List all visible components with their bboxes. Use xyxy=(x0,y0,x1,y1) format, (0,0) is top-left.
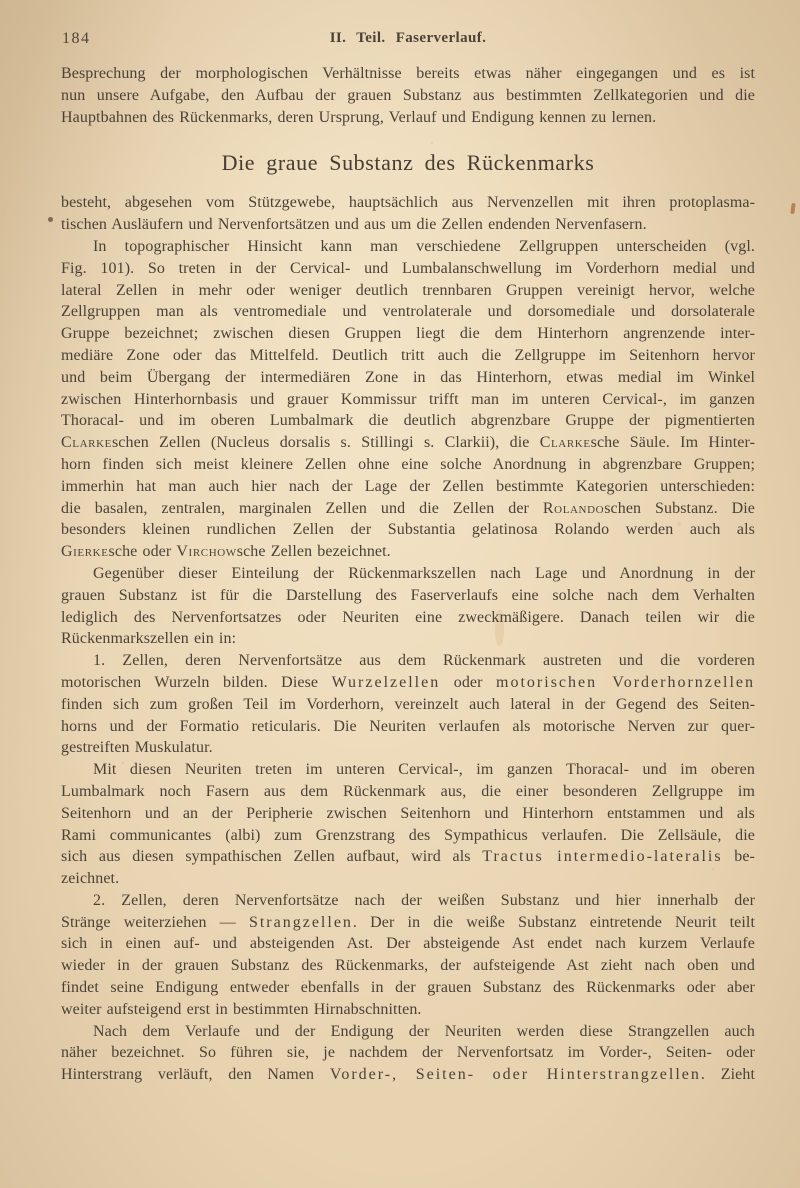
text-line: Zellgruppen man als ventromediale und ventrolaterale und dorsomediale und dorsolaterale xyxy=(61,303,755,321)
text-line: In topographischer Hinsicht kann man verschiedene Zellgruppen unterscheiden (vgl. xyxy=(93,237,755,255)
text-line: nun unsere Aufgabe, den Aufbau der grauen Substanz aus bestimmten Zellkategorien und die xyxy=(61,86,755,104)
running-header: II. Teil. Faserverlauf. xyxy=(329,30,487,46)
text-line: wieder in der grauen Substanz des Rückenmarks, der aufsteigende Ast zieht nach oben und xyxy=(61,957,755,975)
text-line: weiter aufsteigend erst in bestimmten Hirnabschnitten. xyxy=(61,1000,422,1018)
page-header xyxy=(61,30,755,50)
text-line: Thoracal- und im oberen Lumbalmark die deutlich abgrenzbare Gruppe der pigmentierten xyxy=(61,412,755,430)
paragraph-gegenueber xyxy=(61,563,755,650)
text-line: Seitenhorn und an der Peripherie zwischen Seitenhorn und Hinterhorn entstammen und als xyxy=(61,804,755,822)
text-line: Rückenmarkszellen ein in: xyxy=(61,630,237,648)
margin-dot-mark xyxy=(48,217,53,222)
text-line: die basalen, zentralen, marginalen Zellen und die Zellen der Rolandoschen Substanz. Die xyxy=(61,499,755,517)
text-line: Rami communicantes (albi) zum Grenzstrang des Sympathicus verlaufen. Die Zellsäule, die xyxy=(61,826,755,844)
spaced-emphasis: Wurzelzellen xyxy=(331,673,441,691)
text-line: Hauptbahnen des Rückenmarks, deren Ursprung, Verlauf und Endigung kennen zu lernen. xyxy=(61,108,657,126)
text-line: gestreiften Muskulatur. xyxy=(61,739,213,757)
text-line: 2. Zellen, deren Nervenfortsätze nach der weißen Substanz und hier innerhalb der xyxy=(93,891,755,909)
text-line: näher bezeichnet. So führen sie, je nachdem der Nervenfortsatz im Vorder-, Seiten- oder xyxy=(61,1044,755,1062)
text-line: Gruppe bezeichnet; zwischen diesen Gruppen liegt die dem Hinterhorn angrenzende inter- xyxy=(61,325,755,343)
paragraph-continuation xyxy=(61,63,755,128)
paragraph-besteht xyxy=(61,192,755,236)
text-line: Clarkeschen Zellen (Nucleus dorsalis s. Stillingi s. Clarkii), die Clarkesche Säule. Im Hinter- xyxy=(61,434,755,452)
smallcaps-name: Virchow xyxy=(176,543,237,561)
spaced-emphasis: Strangzellen xyxy=(248,913,353,931)
section-heading: Die graue Substanz des Rückenmarks xyxy=(221,150,595,176)
spaced-emphasis: Tractus intermedio-lateralis xyxy=(482,848,723,866)
text-line: immerhin hat man auch hier nach der Lage der Zellen bestimmte Kategorien unterschieden: xyxy=(61,477,755,495)
text-line: findet seine Endigung entweder ebenfalls in der grauen Substanz des Rückenmarks oder aber xyxy=(61,979,755,997)
text-line: und beim Übergang der intermediären Zone in das Hinterhorn, etwas medial im Winkel xyxy=(61,368,755,386)
text-line: horns und der Formatio reticularis. Die Neuriten verlaufen als motorische Nerven zur quer- xyxy=(61,717,755,735)
text-line: Gegenüber dieser Einteilung der Rückenmarkszellen nach Lage und Anordnung in der xyxy=(93,564,755,582)
page-number: 184 xyxy=(62,30,91,47)
text-line: Gierkesche oder Virchowsche Zellen bezeichnet. xyxy=(61,543,391,561)
text-line: Fig. 101). So treten in der Cervical- und Lumbalanschwellung im Vorderhorn medial und xyxy=(61,259,755,277)
page-content xyxy=(61,63,755,1086)
list-item-1-wurzelzellen xyxy=(61,650,755,759)
text-line: zwischen Hinterhornbasis und grauer Kommissur trifft man im unteren Cervical-, im ganzen xyxy=(61,390,755,408)
text-line: sich aus diesen sympathischen Zellen aufbaut, wird als Tractus intermedio-lateralis be- xyxy=(61,848,755,866)
text-line: lediglich des Nervenfortsatzes oder Neuriten eine zweckmäßigere. Danach teilen wir die xyxy=(61,608,755,626)
paper-speckles xyxy=(0,0,2,2)
text-line: sich in einen auf- und absteigenden Ast. Der absteigende Ast endet nach kurzem Verlaufe xyxy=(61,935,755,953)
text-line: Stränge weiterziehen — Strangzellen. Der in die weiße Substanz eintretende Neurit teilt xyxy=(61,913,756,931)
paragraph-topographisch xyxy=(61,236,755,563)
text-line: besonders kleinen rundlichen Zellen der Substantia gelatinosa Rolando werden auch als xyxy=(61,521,755,539)
body-paragraphs xyxy=(61,192,755,1086)
smallcaps-name: Clarke xyxy=(61,434,112,452)
spaced-emphasis: motorischen Vorderhornzellen xyxy=(496,673,755,691)
text-line: Lumbalmark noch Fasern aus dem Rückenmark aus, die einer besonderen Zellgruppe im xyxy=(61,782,755,800)
paragraph-sympathicus xyxy=(61,759,755,890)
text-line: mediäre Zone oder das Mittelfeld. Deutlich tritt auch die Zellgruppe im Seitenhorn hervor xyxy=(61,346,755,364)
text-line: Mit diesen Neuriten treten im unteren Cervical-, im ganzen Thoracal- und im oberen xyxy=(93,761,755,779)
text-line: motorischen Wurzeln bilden. Diese Wurzelzellen oder motorischen Vorderhornzellen xyxy=(61,673,755,691)
paragraph-strangzellen-namen xyxy=(61,1021,755,1086)
text-line: Hinterstrang verläuft, den Namen Vorder-, Seiten- oder Hinterstrangzellen. Zieht xyxy=(61,1066,755,1084)
text-line: besteht, abgesehen vom Stützgewebe, hauptsächlich aus Nervenzellen mit ihren protoplasma- xyxy=(61,194,755,212)
intro-paragraphs xyxy=(61,63,755,128)
text-line: grauen Substanz ist für die Darstellung des Faserverlaufs eine solche nach dem Verhalten xyxy=(61,586,755,604)
text-line: zeichnet. xyxy=(61,870,120,888)
text-line: finden sich zum großen Teil im Vorderhorn, vereinzelt auch lateral in der Gegend des Seiten- xyxy=(61,695,755,713)
rust-stain-mark xyxy=(790,203,795,214)
text-line: Besprechung der morphologischen Verhältnisse bereits etwas näher eingegangen und es ist xyxy=(61,65,755,82)
text-line: tischen Ausläufern und Nervenfortsätzen und aus um die Zellen endenden Nervenfasern. xyxy=(61,216,647,234)
smallcaps-name: Rolando xyxy=(542,499,605,517)
text-line: horn finden sich meist kleinere Zellen ohne eine solche Anordnung in abgrenzbare Gruppen; xyxy=(61,455,755,473)
spaced-emphasis: Vorder-, Seiten- oder Hinterstrangzellen xyxy=(329,1066,701,1084)
list-item-2-strangzellen xyxy=(61,890,755,1021)
smallcaps-name: Clarke xyxy=(539,434,591,452)
smallcaps-name: Gierke xyxy=(61,543,109,561)
text-line: Nach dem Verlaufe und der Endigung der Neuriten werden diese Strangzellen auch xyxy=(93,1022,755,1040)
text-line: 1. Zellen, deren Nervenfortsätze aus dem Rückenmark austreten und die vorderen xyxy=(93,652,755,670)
text-line: lateral Zellen in mehr oder weniger deutlich trennbaren Gruppen vereinigt hervor, welche xyxy=(61,281,755,299)
